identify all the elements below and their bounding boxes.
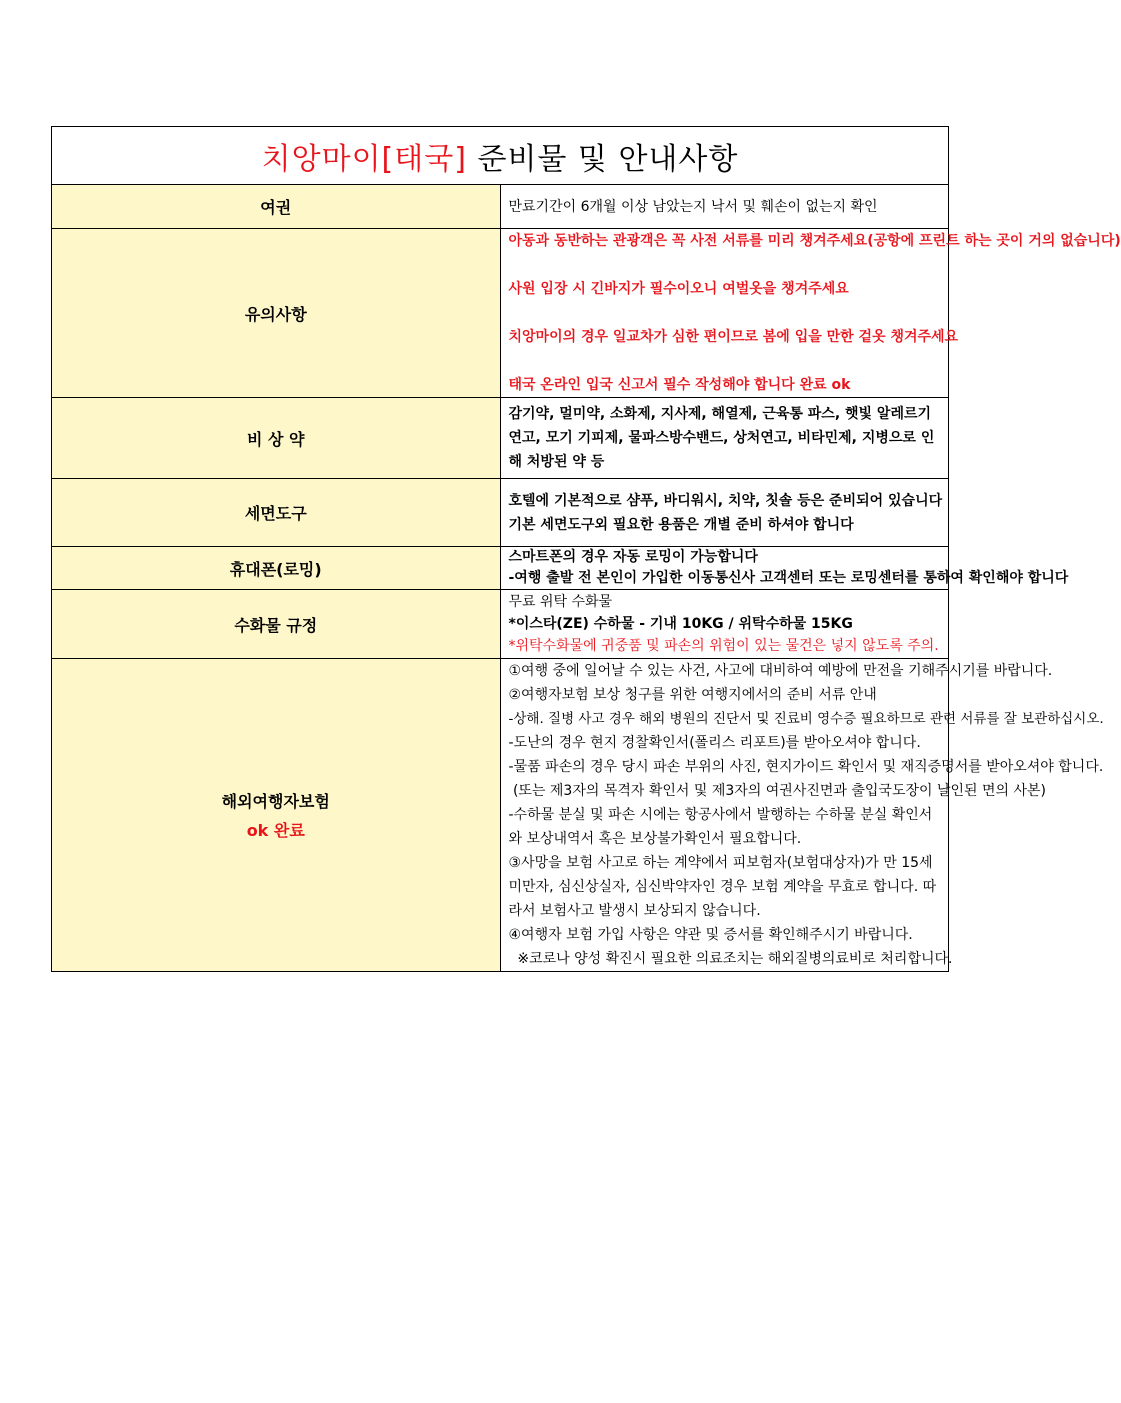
notes-row	[52, 229, 949, 398]
medicine-text: 감기약, 멀미약, 소화제, 지사제, 해열제, 근육통 파스, 햇빛 알레르기 연고, 모기 기피제, 물파스방수밴드, 상처연고, 비타민제, 지병으로 인해 처방된 약 등	[508, 406, 935, 470]
medicine-row	[52, 398, 949, 479]
passport-label: 여권	[52, 185, 501, 229]
notes-line-2: 사원 입장 시 긴바지가 필수이오니 여벌옷을 챙겨주세요	[508, 281, 849, 297]
insurance-line-10: ※코로나 양성 확진시 필요한 의료조치는 해외질병의료비로 처리합니다.	[508, 951, 953, 967]
page-title	[52, 127, 949, 185]
insurance-row	[52, 659, 949, 972]
baggage-row	[52, 590, 949, 659]
notes-content	[500, 229, 1121, 398]
baggage-line-2: *이스타(ZE) 수하물 - 기내 10KG / 위탁수하물 15KG	[508, 616, 853, 632]
passport-text: 만료기간이 6개월 이상 남았는지 낙서 및 훼손이 없는지 확인	[508, 198, 878, 215]
medicine-content	[500, 398, 949, 479]
toiletries-line-2: 기본 세면도구외 필요한 용품은 개별 준비 하셔야 합니다	[508, 516, 854, 533]
insurance-line-6: (또는 제3자의 목격자 확인서 및 제3자의 여권사진면과 출입국도장이 날인된 면의 사본)	[508, 783, 1047, 799]
insurance-line-1: ①여행 중에 일어날 수 있는 사건, 사고에 대비하여 예방에 만전을 기해주시기를 바랍니다.	[508, 663, 1053, 679]
guide-table	[51, 126, 1121, 972]
insurance-label: 해외여행자보험	[221, 792, 330, 811]
notes-label: 유의사항	[52, 229, 501, 398]
insurance-line-2: ②여행자보험 보상 청구를 위한 여행지에서의 준비 서류 안내	[508, 687, 877, 703]
insurance-line-5: -물품 파손의 경우 당시 파손 부위의 사진, 현지가이드 확인서 및 재직증명서를 받아오셔야 합니다.	[508, 759, 1104, 775]
insurance-content	[500, 659, 1104, 972]
baggage-line-3: *위탁수화물에 귀중품 및 파손의 위험이 있는 물건은 넣지 않도록 주의.	[508, 638, 939, 654]
passport-content	[500, 185, 949, 229]
title-destination: 치앙마이[태국]	[261, 141, 467, 177]
toiletries-content	[500, 479, 949, 547]
notes-line-3: 치앙마이의 경우 일교차가 심한 편이므로 봄에 입을 만한 겉옷 챙겨주세요	[508, 329, 959, 345]
insurance-line-8: ③사망을 보험 사고로 하는 계약에서 피보험자(보험대상자)가 만 15세 미만자, 심신상실자, 심신박약자인 경우 보험 계약을 무효로 합니다. 따라서 보험사고 발생시 보상되지 않습니다.	[508, 855, 937, 919]
phone-label: 휴대폰(로밍)	[52, 547, 501, 590]
title-row	[52, 127, 949, 185]
title-rest: 준비물 및 안내사항	[466, 141, 739, 177]
insurance-line-3: -상해. 질병 사고 경우 해외 병원의 진단서 및 진료비 영수증 필요하므로 관련 서류를 잘 보관하십시오.	[508, 711, 1104, 727]
phone-line-2: -여행 출발 전 본인이 가입한 이동통신사 고객센터 또는 로밍센터를 통하여 확인해야 합니다	[508, 570, 1069, 586]
phone-row	[52, 547, 949, 590]
medicine-label: 비 상 약	[52, 398, 501, 479]
baggage-line-1: 무료 위탁 수화물	[508, 594, 613, 610]
phone-content	[500, 547, 1069, 590]
insurance-line-4: -도난의 경우 현지 경찰확인서(폴리스 리포트)를 받아오셔야 합니다.	[508, 735, 921, 751]
passport-row	[52, 185, 949, 229]
toiletries-line-1: 호텔에 기본적으로 샴푸, 바디워시, 치약, 칫솔 등은 준비되어 있습니다	[508, 492, 943, 509]
insurance-label-cell	[52, 659, 501, 972]
insurance-status: ok 완료	[246, 821, 305, 840]
insurance-line-7: -수하물 분실 및 파손 시에는 항공사에서 발행하는 수하물 분실 확인서와 보상내역서 혹은 보상불가확인서 필요합니다.	[508, 807, 933, 847]
toiletries-row	[52, 479, 949, 547]
baggage-content	[500, 590, 949, 659]
notes-line-4: 태국 온라인 입국 신고서 필수 작성해야 합니다 완료 ok	[508, 377, 851, 393]
phone-line-1: 스마트폰의 경우 자동 로밍이 가능합니다	[508, 549, 758, 565]
notes-line-1: 아동과 동반하는 관광객은 꼭 사전 서류를 미리 챙겨주세요(공항에 프린트 하는 곳이 거의 없습니다)	[508, 233, 1121, 249]
toiletries-label: 세면도구	[52, 479, 501, 547]
insurance-line-9: ④여행자 보험 가입 사항은 약관 및 증서를 확인해주시기 바랍니다.	[508, 927, 913, 943]
baggage-label: 수화물 규정	[52, 590, 501, 659]
